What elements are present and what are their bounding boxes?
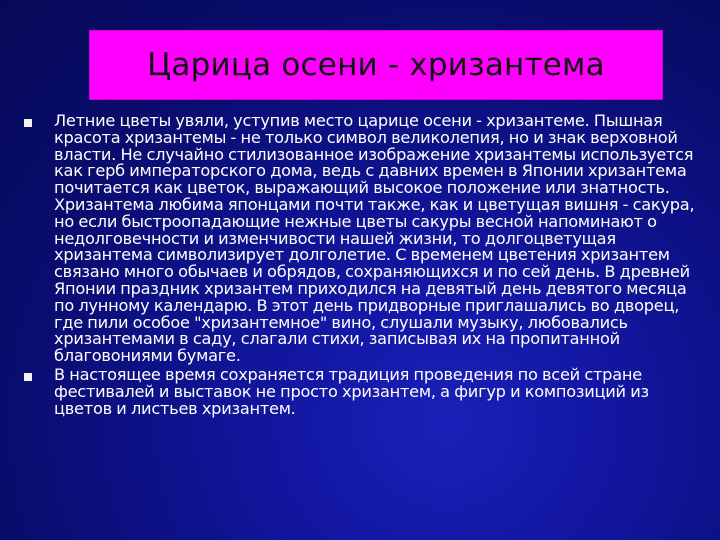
bullet-text: Летние цветы увяли, уступив место царице осени - хризантеме. Пышная красота хризантемы - не только символ великолепия, но и знак верховной власти. Не случайно стилизованное изображение хризантемы используется как герб императорского дома, ведь с давних времен в Японии хризантема почитается как цветок, выражающий высокое положение или знатность. Хризантема любима японцами почти также, как и цветущая вишня - сакура, но если быстроопадающие нежные цветы сакуры весной напоминают о недолговечности и изменчивости нашей жизни, то долгоцветущая хризантема символизирует долголетие. С временем цветения хризантем связано много обычаев и обрядов, сохраняющихся и по сей день. В древней Японии праздник хризантем приходился на девятый день девятого месяца по лунному календарю. В этот день придворные приглашались во дворец, где пили особое "хризантемное" вино, слушали музыку, любовались хризантемами в саду, слагали стихи, записывая их на пропитанной благовониями бумаге. xyxy=(54,111,695,366)
slide-content xyxy=(24,113,714,419)
bullet-text: В настоящее время сохраняется традиция проведения по всей стране фестивалей и выставок не просто хризантем, а фигур и композиций из цветов и листьев хризантем. xyxy=(54,364,649,418)
title-banner xyxy=(89,30,663,100)
square-bullet-icon xyxy=(24,119,32,127)
bullet-item xyxy=(24,113,714,365)
square-bullet-icon xyxy=(24,373,32,381)
bullet-item xyxy=(24,364,714,418)
slide-title: Царица осени - хризантема xyxy=(147,47,605,83)
